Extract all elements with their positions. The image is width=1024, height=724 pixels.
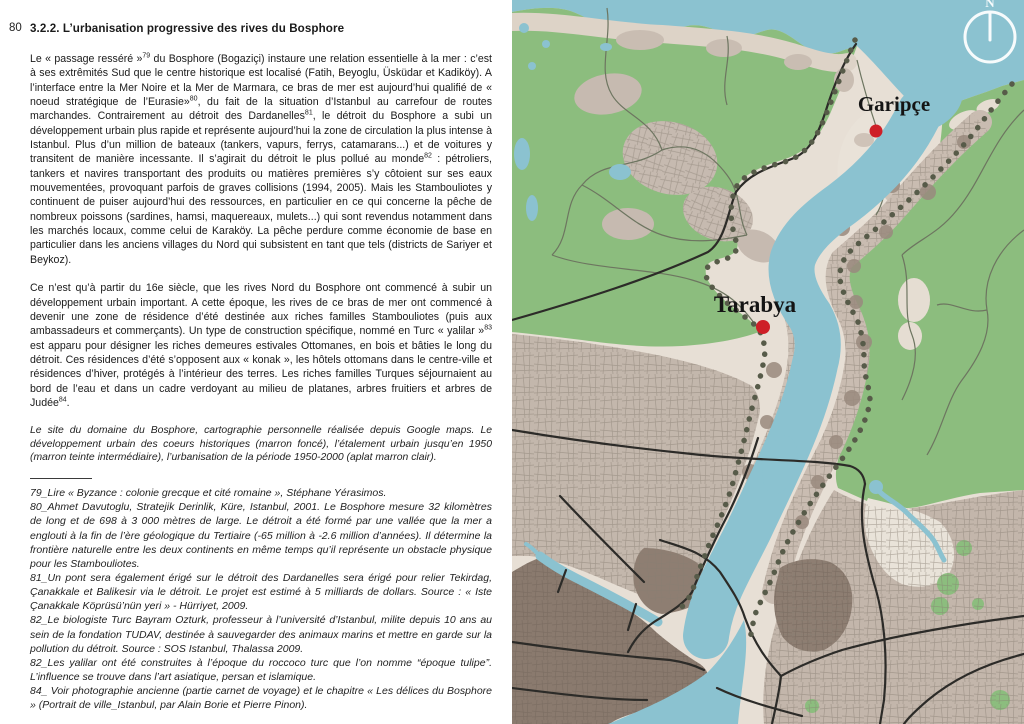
footnote: 79_Lire « Byzance : colonie grecque et cité romaine », Stéphane Yérasimos. xyxy=(30,487,387,500)
stream-pond xyxy=(869,480,883,494)
body-paragraph: Ce n’est qu’à partir du 16e siècle, que les rives Nord du Bosphore ont commencé à subir un développement urbain important. A cette époque, les rives de ce bras de mer ont commencé à devenir une zone de résidence d’été destinée aux riches familles Stambouliotes (puis aux ambassadeurs et commerçants). Un type de construction spécifique, nommé en Turc « yalilar »$^{83}$ est apparu pour désigner les riches demeures estivales Ottomanes, en bois et bâties le long du détroit. Ces résidences d’été s’opposent aux « konak », les hôtels ottomans dans le centre-ville et résidences d’hiver, protégés à l’intérieur des terres. Les riches familles Turques séjournaient au bord de l’eau et dans un cadre verdoyant au milieu de platanes, arbres fruitiers et arbres de Judée$^{84}$. xyxy=(30,282,492,409)
garipce-marker xyxy=(870,125,883,138)
tarabya-marker xyxy=(756,320,770,334)
figure-caption: Le site du domaine du Bosphore, cartographie personnelle réalisée depuis Google maps. Le développement urbain des coeurs historiques (marron foncé), l’étalement urbain jusqu’en 1950 (marron teinte intermédiaire), l’urbanisation de la période 1950-2000 (aplat marron clair). xyxy=(30,425,492,464)
north-letter: N xyxy=(985,0,995,10)
tarabya-label: Tarabya xyxy=(713,292,797,317)
text-column xyxy=(30,22,492,713)
footnote-separator xyxy=(30,478,92,479)
garipce-label: Garipçe xyxy=(857,92,931,116)
footnote: 80_Ahmet Davutoglu, Stratejik Derinlik, Küre, Istanbul, 2001. Le Bosphore mesure 32 kilomètres de long et de 698 à 3 000 mètres de large. Le détroit a été formé par une vallée que la mer a englouti à la fin de l’ère géologique du Tertiaire (-65 million à -2.6 million d’années). Il détermine la frontière naturelle entre les deux continents en même temps qu’il représente un obstacle physique pour les Stambouliotes. xyxy=(30,501,492,570)
footnote: 82_Les yalilar ont été construites à l’époque du roccoco turc que l’on nomme “époque tulipe”. L’influence se trouve dans l’art asiatique, persan et islamique. xyxy=(30,656,492,684)
footnote: 82_Le biologiste Turc Bayram Ozturk, professeur à l’université d’Istanbul, milite depuis 10 ans au sein de la fondation TUDAV, destinée à sauvegarder des animaux marins et mettre en garde sur la pollution du détroit. Source : SOS Istanbul, Thalassa 2009. xyxy=(30,614,492,655)
footnote: 84_ Voir photographie ancienne (partie carnet de voyage) et le chapitre « Les délices du Bosphore » (Portrait de ville_Istanbul, par Alain Borie et Pierre Pinon). xyxy=(30,685,492,712)
section-heading: 3.2.2. L’urbanisation progressive des rives du Bosphore xyxy=(30,22,345,35)
body-paragraph: Le « passage resséré »$^{79}$ du Bosphore (Bogaziçi) instaure une relation essentielle à la mer : c’est à ses extrêmités Sud que le centre historique est localisé (Fatih, Beyoglu, Üsküdar et Kadiköy). A l’interface entre la Mer Noire et la Mer de Marmara, ce bras de mer est aujourd’hui qualifié de « noeud stratégique de l’Eurasie»$^{80}$, du fait de la situation d’Istanbul au carrefour de routes marchandes. Contrairement au détroit des Dardanelles$^{81}$, le détroit du Bosphore a subi un développement urbain plus rapide et représente aujourd’hui la zone de circulation la plus intense à Istanbul. Plus d’un million de bateaux (tankers, vapurs, ferrys, catamarans...) et de voitures y transitent de manière incessante. Il s’agirait du détroit le plus pollué au monde$^{82}$ : pétroliers, tankers et navires transportant des produits ou matières premières s’y côtoient sur ses eaux mouvementées, provoquant parfois de graves collisions (1994, 2005). Mais les Stambouliotes y continuent de puiser aujourd’hui des ressources, en particulier en ce qui concerne la pêche de nombreux poissons (sardines, hamsi, maquereaux, mulets...) qui sont revendus notamment dans les marchés locaux, comme celui de Karaköy. La pêche perdure comme économie de base en particulier dans les anciens villages du Nord qui subsistent en tant que tels (districts de Sariyer et Beykoz). xyxy=(30,52,493,266)
map-canvas xyxy=(512,0,1024,724)
page-number: 80 xyxy=(9,22,22,34)
footnote: 81_Un pont sera également érigé sur le détroit des Dardanelles sera érigé pour relier Tekirdag, Çanakkale et Balikesir via le détroit. Le projet est estimé à 5 milliards de dollars. Source : « Iste Çanakkale Köprüsü’nün yeri » - Hürriyet, 2009. xyxy=(30,571,492,613)
bosphorus-map xyxy=(512,0,1024,724)
